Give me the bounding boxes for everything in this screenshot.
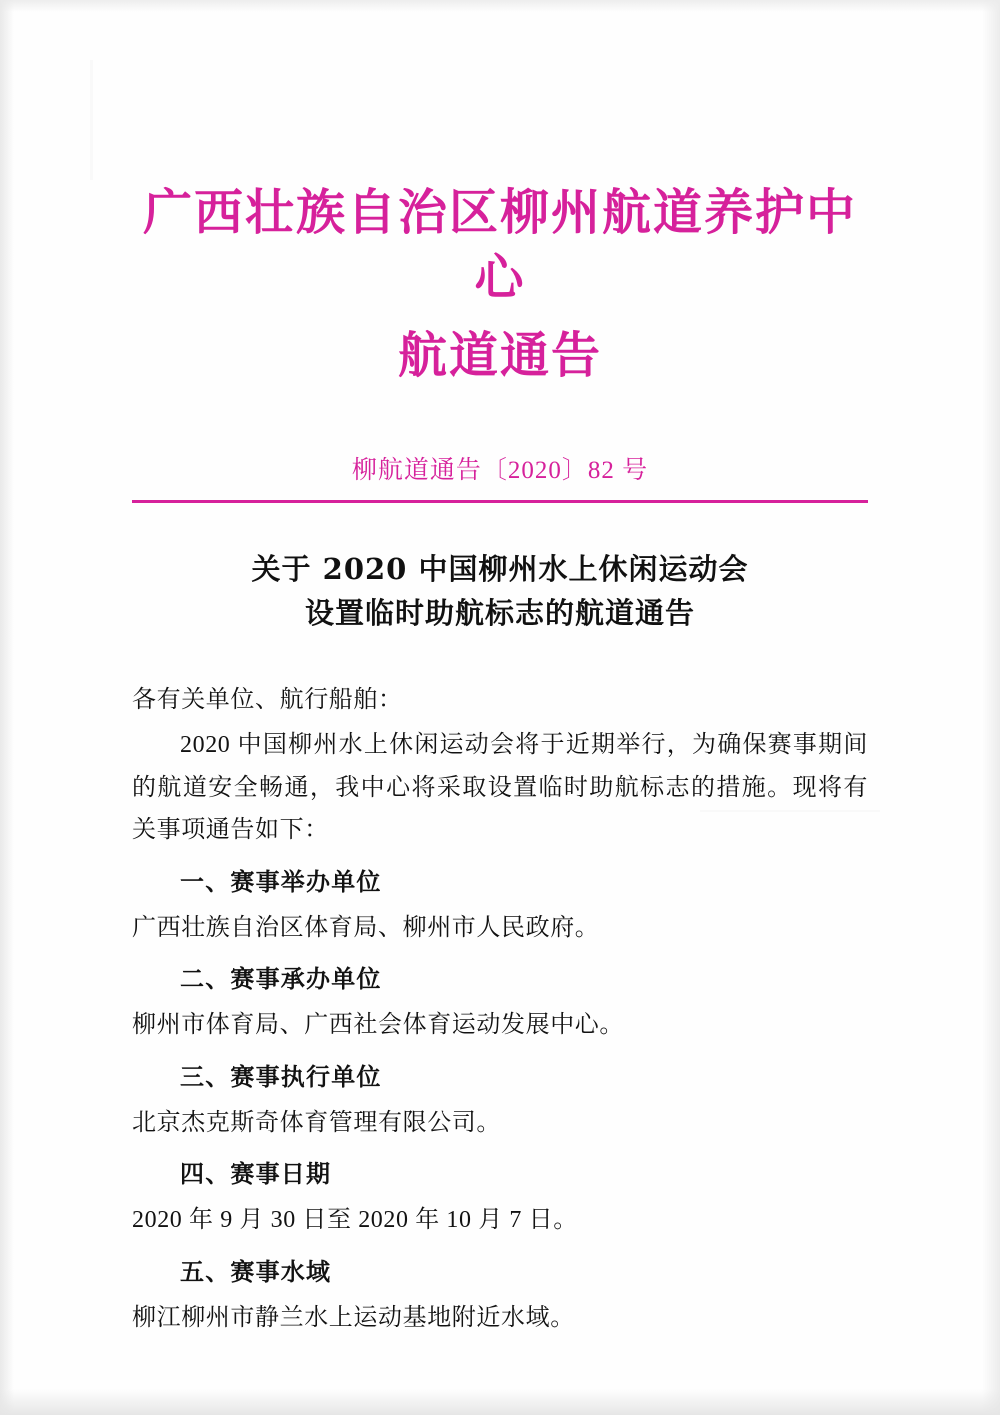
section-heading-5: 五、赛事水域 — [180, 1259, 332, 1286]
document-subject-line-1: 关于 2020 中国柳州水上休闲运动会 — [251, 552, 749, 587]
opening-paragraph: 2020 中国柳州水上休闲运动会将于近期举行，为确保赛事期间的航道安全畅通，我中心将采取设置临时助航标志的措施。现将有关事项通告如下： — [132, 731, 868, 844]
document-subject-line-2: 设置临时助航标志的航道通告 — [304, 596, 695, 631]
paper-edge-left — [0, 0, 14, 1415]
paper-edge-right — [982, 0, 1000, 1415]
section-body-5: 柳江柳州市静兰水上运动基地附近水域。 — [132, 1304, 575, 1331]
paper-edge-bottom — [0, 1389, 1000, 1415]
section-body-1: 广西壮族自治区体育局、柳州市人民政府。 — [132, 914, 600, 941]
document-subject — [132, 547, 868, 635]
issuer-title-line-2: 航道通告 — [397, 326, 602, 385]
section-body-2: 柳州市体育局、广西社会体育运动发展中心。 — [132, 1012, 624, 1039]
header-divider-rule — [132, 500, 868, 503]
section-heading-2: 二、赛事承办单位 — [180, 967, 382, 994]
section-heading-3: 三、赛事执行单位 — [180, 1064, 382, 1091]
salutation: 各有关单位、航行船舶： — [132, 687, 403, 714]
scan-artifact — [90, 60, 93, 180]
issuer-title-line-1: 广西壮族自治区柳州航道养护中心 — [142, 183, 857, 306]
document-content — [132, 0, 868, 1339]
section-body-3: 北京杰克斯奇体育管理有限公司。 — [132, 1109, 501, 1136]
section-heading-4: 四、赛事日期 — [180, 1162, 332, 1189]
document-number: 柳航道通告〔2020〕82 号 — [351, 457, 649, 485]
document-body — [132, 679, 868, 1339]
section-heading-1: 一、赛事举办单位 — [180, 870, 382, 897]
section-body-4: 2020 年 9 月 30 日至 2020 年 10 月 7 日。 — [132, 1207, 578, 1234]
